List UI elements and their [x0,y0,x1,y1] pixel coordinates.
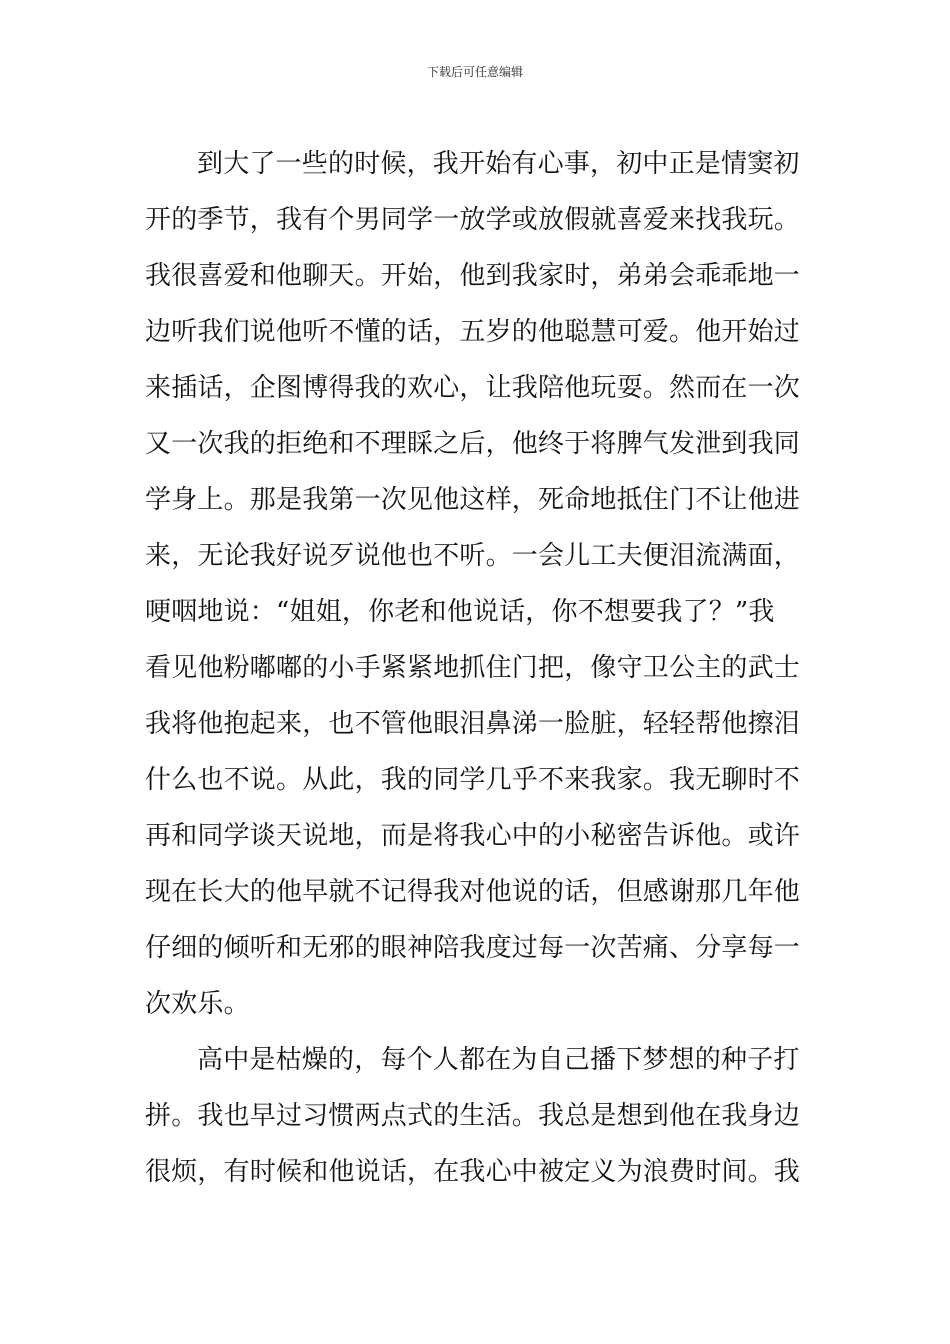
paragraph-1-line-15: 仔细的倾听和无邪的眼神陪我度过每一次苦痛、分享每一 [145,933,801,963]
paragraph-1-line-7: 学身上。那是我第一次见他这样，死命地抵住门不让他进 [145,485,801,515]
paragraph-1-line-2: 开的季节，我有个男同学一放学或放假就喜爱来找我玩。 [145,205,801,235]
paragraph-1-line-4: 边听我们说他听不懂的话，五岁的他聪慧可爱。他开始过 [145,317,801,347]
paragraph-1-line-13: 再和同学谈天说地，而是将我心中的小秘密告诉他。或许 [145,821,801,851]
page-header: 下载后可任意编辑 [426,65,523,79]
paragraph-1-line-6: 又一次我的拒绝和不理睬之后，他终于将脾气发泄到我同 [145,429,801,459]
paragraph-1-line-10: 看见他粉嘟嘟的小手紧紧地抓住门把，像守卫公主的武士 [145,653,801,683]
paragraph-1-line-12: 什么也不说。从此，我的同学几乎不来我家。我无聊时不 [145,765,801,795]
paragraph-2-line-1: 高中是枯燥的，每个人都在为自己播下梦想的种子打 [197,1045,800,1075]
paragraph-1-line-8: 来，无论我好说歹说他也不听。一会儿工夫便泪流满面， [145,541,801,571]
paragraph-1-line-3: 我很喜爱和他聊天。开始，他到我家时，弟弟会乖乖地一 [145,261,801,291]
paragraph-1-line-16: 次欢乐。 [145,989,250,1019]
document-body [145,136,807,1200]
paragraph-2-line-3: 很烦，有时候和他说话，在我心中被定义为浪费时间。我 [145,1157,801,1187]
paragraph-1-line-11: 我将他抱起来，也不管他眼泪鼻涕一脸脏，轻轻帮他擦泪 [145,709,801,739]
paragraph-2-line-2: 拼。我也早过习惯两点式的生活。我总是想到他在我身边 [145,1101,801,1131]
paragraph-1-line-5: 来插话，企图博得我的欢心，让我陪他玩耍。然而在一次 [145,373,801,403]
paragraph-1-line-14: 现在长大的他早就不记得我对他说的话，但感谢那几年他 [145,877,801,907]
paragraph-1-line-9: 哽咽地说：“姐姐，你老和他说话，你不想要我了？”我 [145,597,775,627]
paragraph-1-line-1: 到大了一些的时候，我开始有心事，初中正是情窦初 [197,149,800,179]
